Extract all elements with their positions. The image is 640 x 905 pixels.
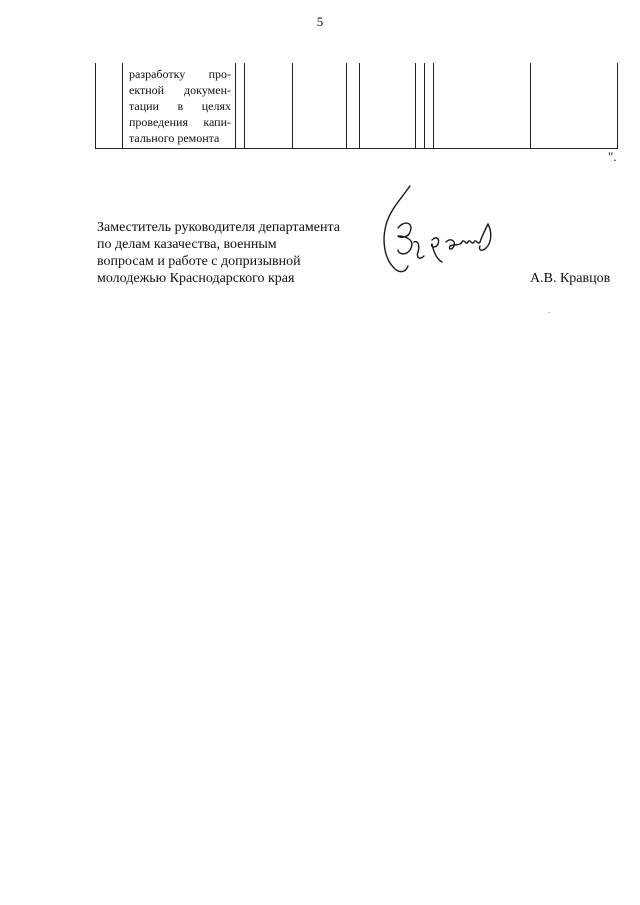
position-line-2: по делам казачества, военным — [97, 237, 277, 252]
description-line-1: разработку про- — [129, 67, 231, 81]
position-line-1: Заместитель руководителя департамента — [97, 220, 340, 235]
table-cell — [416, 63, 425, 149]
table-cell — [245, 63, 293, 149]
table-row — [96, 63, 618, 149]
signer-name: А.В. Кравцов — [530, 271, 611, 286]
description-line-2: ектной докумен- — [129, 83, 231, 97]
table-cell-number — [96, 63, 123, 149]
description-line-5: тального ремонта — [129, 131, 220, 145]
table-cell — [425, 63, 434, 149]
table-cell — [360, 63, 416, 149]
table-cell-description — [123, 63, 236, 149]
handwritten-signature — [370, 180, 510, 285]
table-cell — [531, 63, 618, 149]
page-number: 5 — [316, 14, 324, 29]
description-line-4: проведения капи- — [129, 115, 231, 129]
table-cell — [347, 63, 360, 149]
position-line-3: вопросам и работе с допризывной — [97, 254, 301, 269]
table-cell — [293, 63, 347, 149]
signatory-position — [97, 219, 340, 287]
table-cell — [434, 63, 531, 149]
table-cell — [236, 63, 245, 149]
scan-speck — [548, 312, 550, 313]
budget-table-fragment — [95, 63, 618, 149]
position-line-4: молодежью Краснодарского края — [97, 271, 295, 286]
closing-quote: ". — [608, 149, 617, 164]
description-line-3: тации в целях — [129, 99, 231, 113]
